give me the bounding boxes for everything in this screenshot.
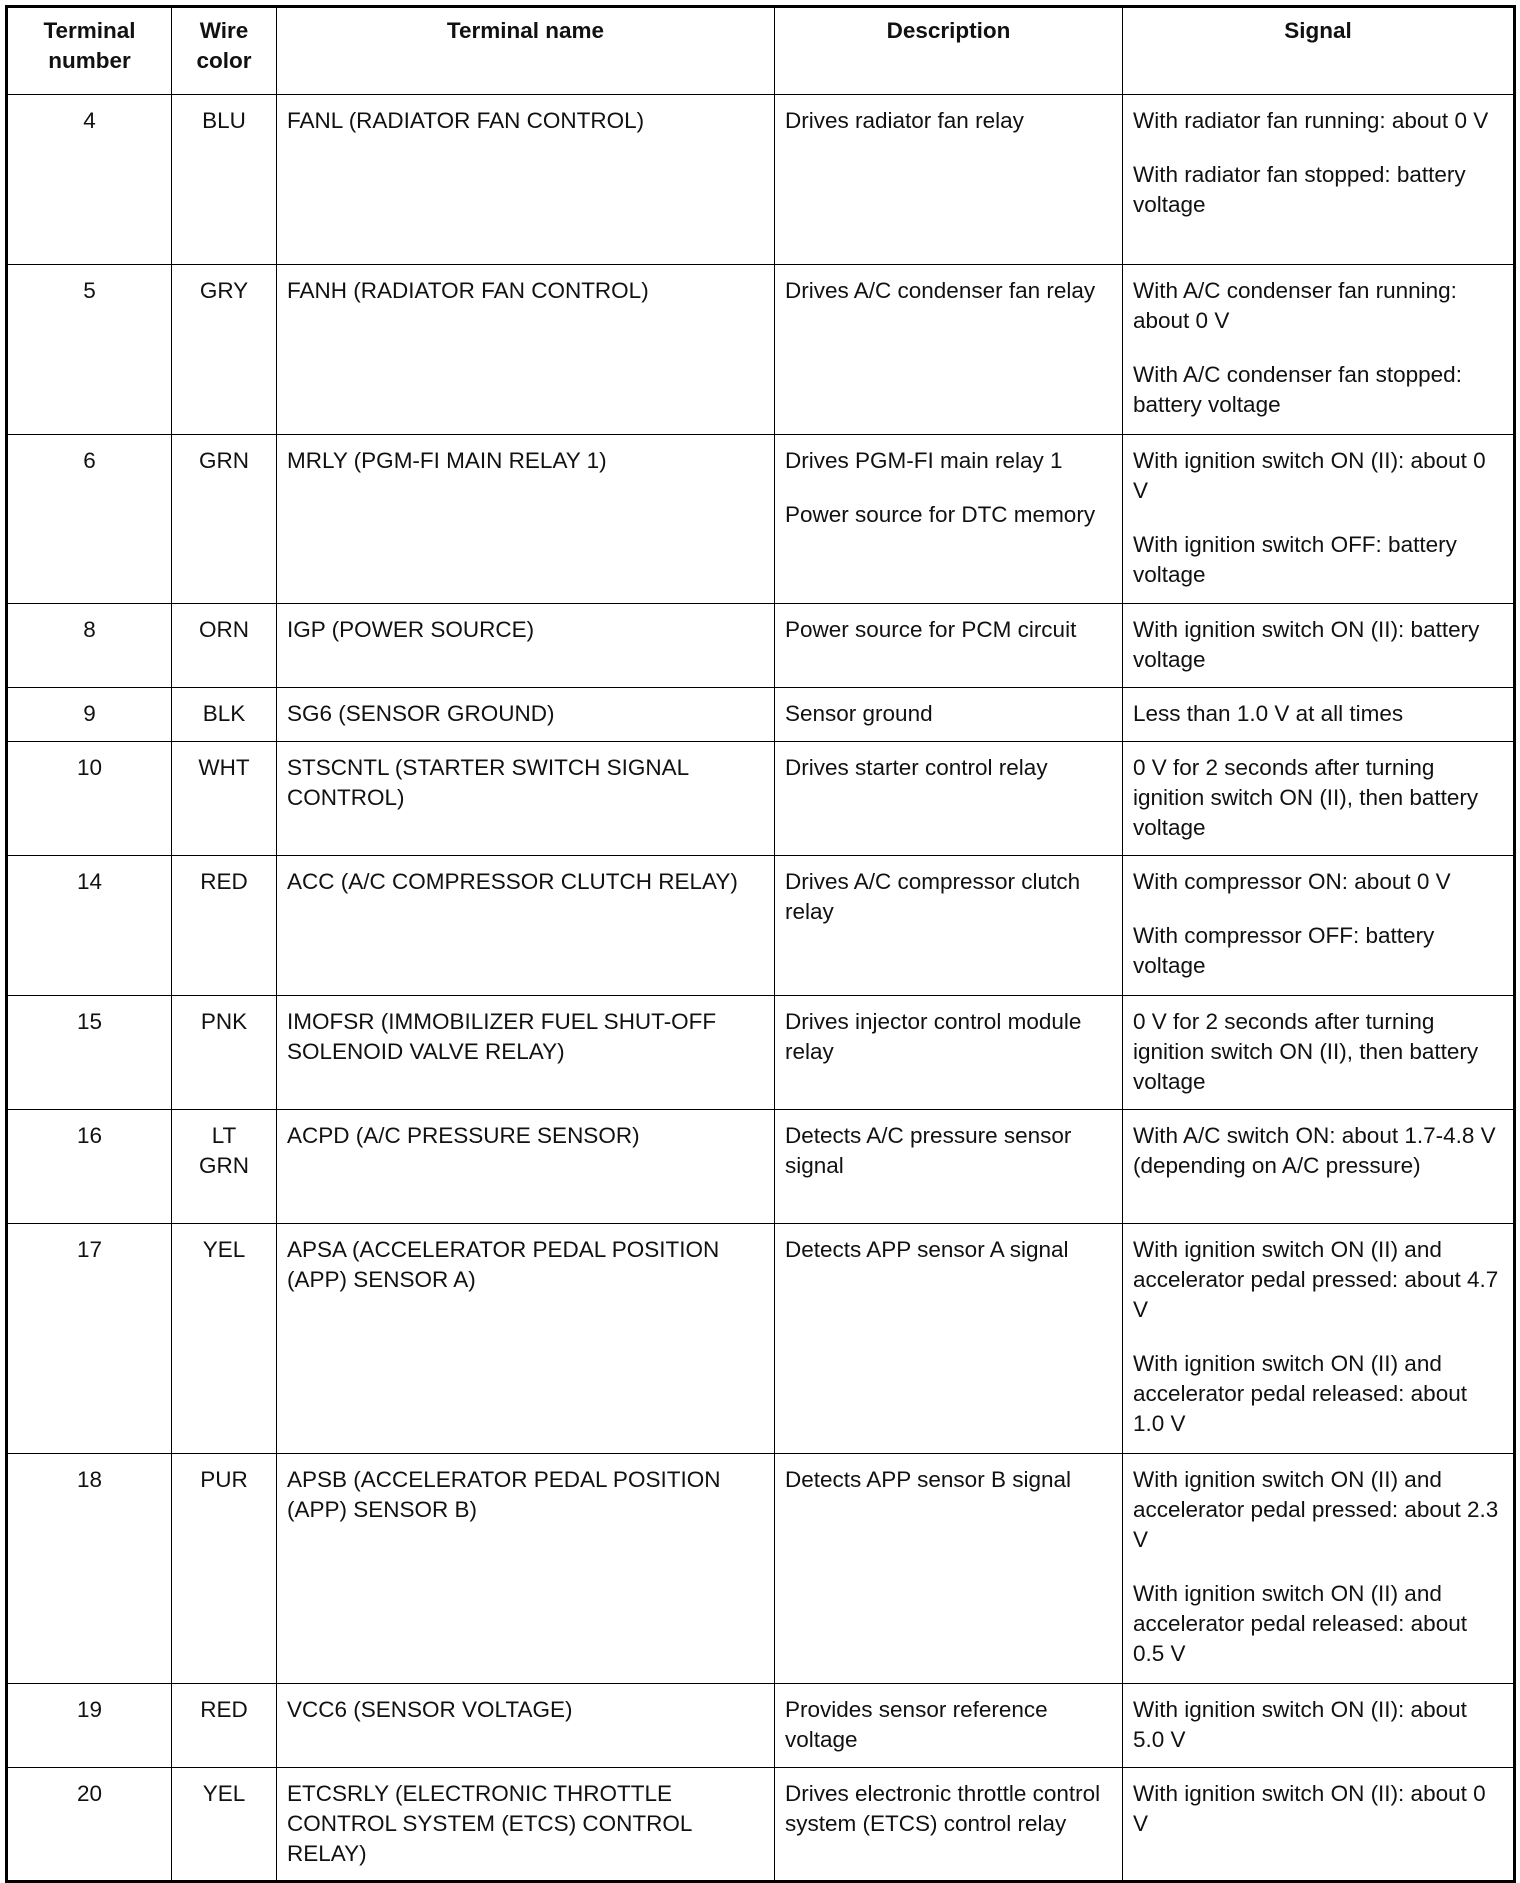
wire-color-cell	[172, 95, 277, 265]
description-cell-text: Power source for PCM circuit	[785, 617, 1077, 642]
terminal-name-cell-text: IGP (POWER SOURCE)	[287, 617, 535, 642]
wire-color-text: GRN	[199, 1153, 249, 1178]
description-cell-text: Drives starter control relay	[785, 755, 1048, 780]
terminal-name-cell-text: FANH (RADIATOR FAN CONTROL)	[287, 278, 649, 303]
wire-color-text: YEL	[202, 1237, 246, 1262]
terminal-number-cell: 5	[7, 265, 172, 435]
wire-color-text: BLU	[202, 108, 246, 133]
wire-color-cell	[172, 688, 277, 742]
terminal-name-cell	[277, 604, 775, 688]
wire-color-cell	[172, 742, 277, 856]
table-row	[7, 856, 1515, 996]
table-row	[7, 1768, 1515, 1882]
header-terminal-name: Terminal name	[277, 7, 775, 95]
terminal-name-cell	[277, 996, 775, 1110]
signal-cell-text: With compressor ON: about 0 V	[1133, 869, 1451, 894]
signal-cell	[1123, 1224, 1515, 1454]
table-row	[7, 1684, 1515, 1768]
wire-color-cell	[172, 435, 277, 604]
table-body	[7, 95, 1515, 1882]
terminal-name-cell-text: ACC (A/C COMPRESSOR CLUTCH RELAY)	[287, 869, 738, 894]
terminal-number-cell: 4	[7, 95, 172, 265]
signal-cell-text: 0 V for 2 seconds after turning ignition switch ON (II), then battery voltage	[1133, 755, 1479, 840]
signal-cell-text: With ignition switch ON (II) and accelerator pedal released: about 0.5 V	[1133, 1581, 1467, 1666]
wire-color-text: PNK	[200, 1009, 248, 1034]
wire-color-cell	[172, 1684, 277, 1768]
terminal-name-cell-text: IMOFSR (IMMOBILIZER FUEL SHUT-OFF SOLENOID VALVE RELAY)	[287, 1009, 717, 1064]
wire-color-cell	[172, 604, 277, 688]
description-cell	[775, 1768, 1123, 1882]
terminal-number-cell: 20	[7, 1768, 172, 1882]
signal-cell-text: With A/C switch ON: about 1.7-4.8 V (depending on A/C pressure)	[1133, 1123, 1496, 1178]
description-cell-text: Drives A/C compressor clutch relay	[785, 869, 1081, 924]
description-cell-text: Drives electronic throttle control system (ETCS) control relay	[785, 1781, 1101, 1836]
description-cell	[775, 95, 1123, 265]
signal-cell-text: With A/C condenser fan running: about 0 V	[1133, 278, 1457, 333]
table-row	[7, 688, 1515, 742]
wire-color-text: BLK	[202, 701, 246, 726]
terminal-name-cell	[277, 1454, 775, 1684]
terminal-number-cell: 6	[7, 435, 172, 604]
description-cell-text: Drives A/C condenser fan relay	[785, 278, 1096, 303]
description-cell-text: Drives radiator fan relay	[785, 108, 1024, 133]
signal-cell	[1123, 856, 1515, 996]
terminal-number-cell: 9	[7, 688, 172, 742]
wire-color-text: RED	[200, 1697, 248, 1722]
wire-color-cell	[172, 1110, 277, 1224]
header-description: Description	[775, 7, 1123, 95]
table-row	[7, 435, 1515, 604]
signal-cell-text: With radiator fan running: about 0 V	[1133, 108, 1489, 133]
signal-cell	[1123, 996, 1515, 1110]
terminal-number-cell: 10	[7, 742, 172, 856]
signal-cell-text: With A/C condenser fan stopped: battery voltage	[1133, 362, 1462, 417]
wire-color-text: YEL	[202, 1781, 246, 1806]
terminal-name-cell	[277, 688, 775, 742]
terminal-name-cell	[277, 265, 775, 435]
wire-color-text: ORN	[199, 617, 249, 642]
header-signal: Signal	[1123, 7, 1515, 95]
description-cell-text: Provides sensor reference voltage	[785, 1697, 1048, 1752]
terminal-number-cell: 14	[7, 856, 172, 996]
wire-color-text: PUR	[200, 1467, 248, 1492]
description-cell-text: Detects APP sensor A signal	[785, 1237, 1069, 1262]
description-cell	[775, 688, 1123, 742]
table-row	[7, 1110, 1515, 1224]
signal-cell	[1123, 1454, 1515, 1684]
signal-cell	[1123, 435, 1515, 604]
terminal-number-cell: 17	[7, 1224, 172, 1454]
wire-color-cell	[172, 1224, 277, 1454]
terminal-name-cell-text: APSB (ACCELERATOR PEDAL POSITION (APP) SENSOR B)	[287, 1467, 721, 1522]
terminal-name-cell	[277, 1768, 775, 1882]
header-terminal-number-line-1: Terminal	[43, 18, 136, 43]
signal-cell-text: With ignition switch OFF: battery voltage	[1133, 532, 1457, 587]
description-cell-text: Drives PGM-FI main relay 1	[785, 448, 1063, 473]
terminal-name-cell	[277, 1684, 775, 1768]
signal-cell	[1123, 1110, 1515, 1224]
terminal-name-cell-text: MRLY (PGM-FI MAIN RELAY 1)	[287, 448, 607, 473]
table-row	[7, 996, 1515, 1110]
header-terminal-number-line-2: number	[48, 48, 131, 73]
terminal-name-cell-text: ETCSRLY (ELECTRONIC THROTTLE CONTROL SYSTEM (ETCS) CONTROL RELAY)	[287, 1781, 692, 1866]
description-cell	[775, 1224, 1123, 1454]
description-cell-text: Sensor ground	[785, 701, 933, 726]
signal-cell-text: 0 V for 2 seconds after turning ignition switch ON (II), then battery voltage	[1133, 1009, 1479, 1094]
description-cell-text: Drives injector control module relay	[785, 1009, 1082, 1064]
header-terminal-number	[7, 7, 172, 95]
terminal-name-cell-text: STSCNTL (STARTER SWITCH SIGNAL CONTROL)	[287, 755, 689, 810]
terminal-number-cell: 8	[7, 604, 172, 688]
description-cell	[775, 1684, 1123, 1768]
description-cell-text: Power source for DTC memory	[785, 502, 1096, 527]
table-row	[7, 742, 1515, 856]
signal-cell-text: With ignition switch ON (II): battery voltage	[1133, 617, 1480, 672]
terminal-number-cell: 18	[7, 1454, 172, 1684]
terminal-name-cell-text: VCC6 (SENSOR VOLTAGE)	[287, 1697, 573, 1722]
terminal-name-cell	[277, 856, 775, 996]
terminal-name-cell-text: APSA (ACCELERATOR PEDAL POSITION (APP) SENSOR A)	[287, 1237, 720, 1292]
signal-cell-text: With ignition switch ON (II) and accelerator pedal pressed: about 4.7 V	[1133, 1237, 1499, 1322]
signal-cell-text: With ignition switch ON (II) and accelerator pedal released: about 1.0 V	[1133, 1351, 1467, 1436]
table-row	[7, 265, 1515, 435]
wire-color-text: RED	[200, 869, 248, 894]
signal-cell	[1123, 1684, 1515, 1768]
terminal-number-cell: 15	[7, 996, 172, 1110]
signal-cell-text: Less than 1.0 V at all times	[1133, 701, 1404, 726]
signal-cell-text: With ignition switch ON (II): about 0 V	[1133, 1781, 1486, 1836]
terminal-table	[5, 5, 1516, 1883]
table-row	[7, 95, 1515, 265]
signal-cell	[1123, 265, 1515, 435]
header-wire-color-line-1: Wire	[199, 18, 249, 43]
wire-color-cell	[172, 996, 277, 1110]
wire-color-cell	[172, 1768, 277, 1882]
wire-color-text: GRN	[199, 448, 249, 473]
wire-color-text: WHT	[198, 755, 250, 780]
signal-cell-text: With ignition switch ON (II) and accelerator pedal pressed: about 2.3 V	[1133, 1467, 1499, 1552]
table-row	[7, 1454, 1515, 1684]
description-cell	[775, 1110, 1123, 1224]
header-wire-color-line-2: color	[196, 48, 252, 73]
terminal-name-cell-text: SG6 (SENSOR GROUND)	[287, 701, 555, 726]
header-row	[7, 7, 1515, 95]
terminal-name-cell-text: ACPD (A/C PRESSURE SENSOR)	[287, 1123, 640, 1148]
terminal-name-cell	[277, 742, 775, 856]
signal-cell-text: With ignition switch ON (II): about 5.0 V	[1133, 1697, 1467, 1752]
table-row	[7, 1224, 1515, 1454]
signal-cell	[1123, 742, 1515, 856]
terminal-name-cell	[277, 435, 775, 604]
signal-cell-text: With ignition switch ON (II): about 0 V	[1133, 448, 1486, 503]
description-cell	[775, 435, 1123, 604]
terminal-name-cell	[277, 1110, 775, 1224]
table-row	[7, 604, 1515, 688]
wire-color-cell	[172, 1454, 277, 1684]
signal-cell-text: With compressor OFF: battery voltage	[1133, 923, 1435, 978]
description-cell	[775, 604, 1123, 688]
terminal-number-cell: 19	[7, 1684, 172, 1768]
signal-cell-text: With radiator fan stopped: battery voltage	[1133, 162, 1466, 217]
description-cell	[775, 742, 1123, 856]
signal-cell	[1123, 1768, 1515, 1882]
wire-color-text: GRY	[199, 278, 249, 303]
terminal-name-cell-text: FANL (RADIATOR FAN CONTROL)	[287, 108, 645, 133]
description-cell	[775, 265, 1123, 435]
wire-color-cell	[172, 265, 277, 435]
signal-cell	[1123, 688, 1515, 742]
description-cell-text: Detects APP sensor B signal	[785, 1467, 1071, 1492]
header-wire-color	[172, 7, 277, 95]
terminal-number-cell: 16	[7, 1110, 172, 1224]
signal-cell	[1123, 604, 1515, 688]
description-cell	[775, 1454, 1123, 1684]
terminal-name-cell	[277, 95, 775, 265]
description-cell	[775, 996, 1123, 1110]
description-cell	[775, 856, 1123, 996]
signal-cell	[1123, 95, 1515, 265]
description-cell-text: Detects A/C pressure sensor signal	[785, 1123, 1072, 1178]
wire-color-text: LT	[211, 1123, 237, 1148]
terminal-name-cell	[277, 1224, 775, 1454]
wire-color-cell	[172, 856, 277, 996]
